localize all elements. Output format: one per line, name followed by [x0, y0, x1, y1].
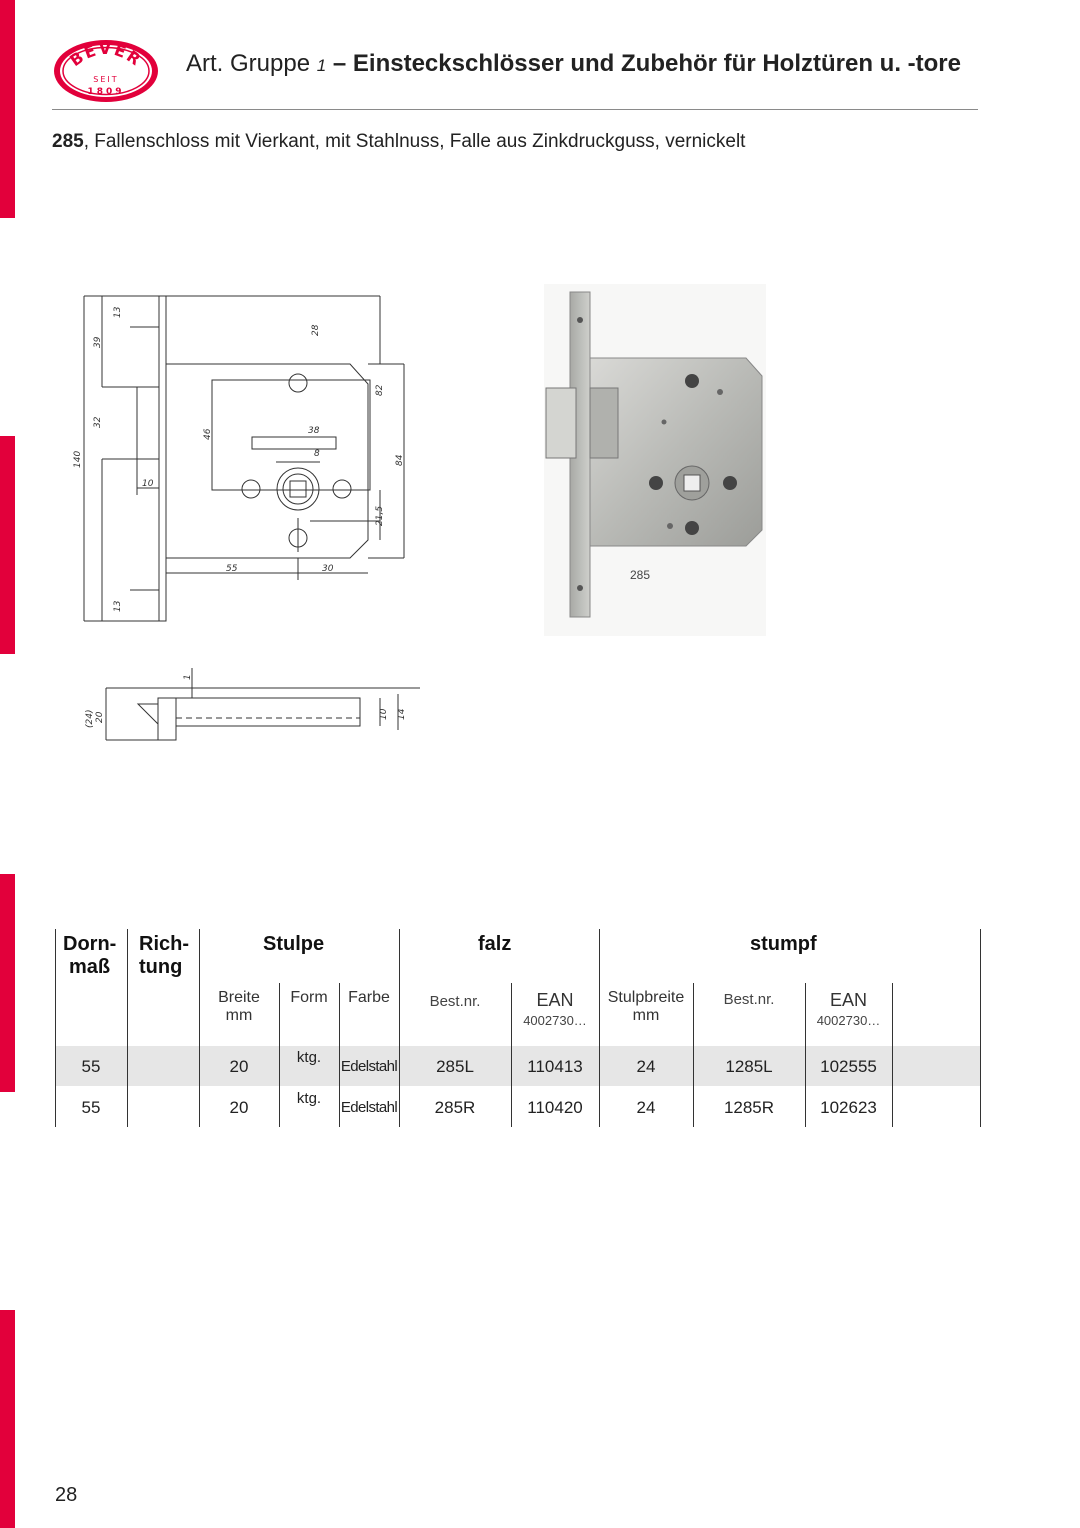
header-dorn-2: maß: [69, 956, 111, 978]
photo-caption: 285: [630, 568, 651, 582]
margin-tab-2: [0, 436, 15, 654]
cell-form: ktg.: [296, 1049, 322, 1066]
product-code: 285: [52, 131, 84, 152]
subheader-stulpbreite: Stulpbreite: [607, 989, 685, 1006]
svg-text:13: 13: [113, 600, 123, 612]
cell-bestnr-falz: 285L: [436, 1057, 474, 1076]
cell-bestnr-stumpf: 1285L: [725, 1057, 773, 1076]
svg-text:38: 38: [308, 426, 320, 436]
subheader-breite: Breite: [218, 989, 260, 1006]
group-number: 1: [316, 56, 327, 75]
subheader-bestnr-falz: Best.nr.: [429, 993, 481, 1010]
margin-tab-3: [0, 874, 15, 1092]
svg-text:55: 55: [226, 564, 238, 574]
product-description: , Fallenschloss mit Vierkant, mit Stahlnuss, Falle aus Zinkdruckguss, vernickelt: [83, 131, 746, 152]
page-number: 28: [55, 1484, 78, 1506]
header-stulpe: Stulpe: [263, 933, 325, 955]
svg-text:21,5: 21,5: [375, 505, 385, 526]
svg-text:1: 1: [183, 674, 193, 680]
logo-text: BEVER: [66, 38, 146, 71]
technical-drawing-front: [70, 290, 420, 630]
svg-text:46: 46: [203, 428, 213, 440]
header-richtung-2: tung: [139, 956, 183, 978]
cell-stulpbreite: 24: [636, 1098, 656, 1117]
col-divider: [892, 983, 893, 1127]
subheader-farbe: Farbe: [348, 989, 390, 1006]
page-header: [186, 50, 961, 78]
cell-stulpbreite: 24: [636, 1057, 656, 1076]
header-stumpf: stumpf: [750, 933, 817, 955]
svg-text:32: 32: [93, 416, 103, 428]
logo-seit: SEIT: [93, 75, 119, 84]
svg-text:30: 30: [322, 564, 334, 574]
margin-tab-4: [0, 1310, 15, 1528]
svg-text:(24): (24): [85, 709, 95, 728]
logo-year: 1809: [87, 87, 125, 97]
cell-ean-stumpf: 102555: [820, 1057, 877, 1076]
header-richtung: Rich-: [139, 933, 189, 955]
svg-text:140: 140: [73, 450, 83, 468]
cell-dorn: 55: [81, 1057, 101, 1076]
subheader-stulpbreite-unit: mm: [632, 1007, 660, 1024]
svg-text:10: 10: [379, 708, 389, 720]
header-dash: –: [332, 50, 347, 77]
col-divider: [127, 929, 128, 1127]
header-dorn: Dorn-: [63, 933, 117, 955]
cell-bestnr-stumpf: 1285R: [723, 1098, 775, 1117]
subheader-ean-falz: EAN: [536, 990, 574, 1010]
svg-text:10: 10: [142, 479, 154, 489]
svg-text:82: 82: [375, 384, 385, 396]
svg-text:14: 14: [397, 708, 407, 720]
technical-drawing-side: [80, 668, 420, 743]
cell-breite: 20: [229, 1057, 249, 1076]
header-falz: falz: [478, 933, 512, 955]
product-photo: [540, 280, 770, 640]
svg-text:8: 8: [314, 449, 320, 459]
cell-form: ktg.: [296, 1090, 322, 1107]
svg-text:28: 28: [311, 324, 321, 336]
margin-tab-1: [0, 0, 15, 218]
subheader-form: Form: [290, 989, 328, 1006]
subheader-bestnr-stumpf: Best.nr.: [723, 991, 775, 1008]
cell-farbe: Edelstahl: [340, 1058, 398, 1075]
cell-farbe: Edelstahl: [340, 1099, 398, 1116]
cell-ean-stumpf: 102623: [820, 1098, 877, 1117]
cell-ean-falz: 110413: [527, 1057, 583, 1076]
subheader-breite-unit: mm: [225, 1007, 253, 1024]
cell-bestnr-falz: 285R: [434, 1098, 476, 1117]
subheader-ean-falz-prefix: 4002730…: [523, 1013, 587, 1028]
subheader-ean-stumpf: EAN: [829, 990, 867, 1010]
svg-text:39: 39: [93, 336, 103, 348]
svg-text:84: 84: [395, 454, 405, 466]
product-heading: [52, 131, 745, 153]
subheader-ean-stumpf-prefix: 4002730…: [816, 1013, 881, 1028]
cell-dorn: 55: [81, 1098, 101, 1117]
svg-text:20: 20: [95, 711, 105, 723]
group-label: Art. Gruppe: [186, 50, 311, 77]
cell-ean-falz: 110420: [527, 1098, 583, 1117]
bever-logo: [52, 38, 160, 104]
cell-breite: 20: [229, 1098, 249, 1117]
header-title: Einsteckschlösser und Zubehör für Holztüren u. -tore: [352, 50, 961, 77]
col-divider: [980, 929, 981, 1127]
product-table: [55, 929, 981, 1129]
header-divider: [52, 109, 978, 110]
svg-text:13: 13: [113, 306, 123, 318]
